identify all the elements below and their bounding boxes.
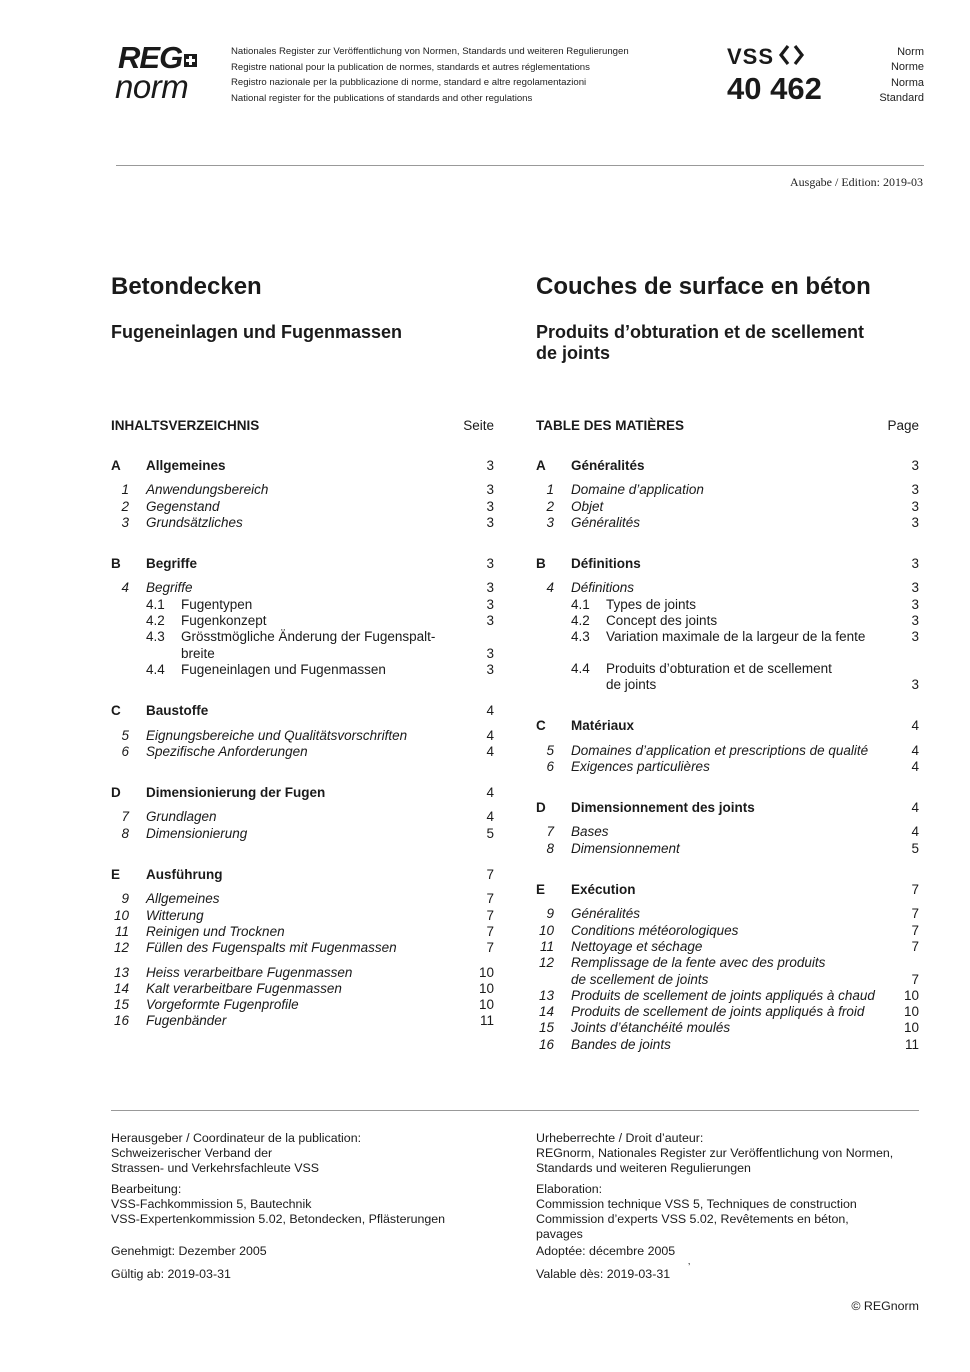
toc-row [536, 882, 919, 898]
toc-item-text: Remplissage de la fente avec des produits [571, 955, 826, 971]
toc-item-number: 15 [113, 997, 129, 1013]
toc-subitem-text: Variation maximale de la largeur de la fente [606, 629, 866, 645]
toc-row [536, 1004, 919, 1020]
toc-item-page: 7 [486, 940, 494, 956]
toc-item-text: Witterung [146, 907, 204, 923]
toc-gap [536, 775, 919, 800]
toc-row [536, 923, 919, 939]
toc-row [536, 458, 919, 474]
toc-row [536, 597, 919, 613]
toc-row [536, 718, 919, 734]
edition-label: Ausgabe / Edition: 2019-03 [790, 175, 923, 189]
toc-title-de: INHALTSVERZEICHNIS [111, 418, 260, 433]
toc-heading-de [111, 419, 494, 433]
toc-section-title: Exécution [571, 882, 636, 898]
toc-item-page: 3 [486, 580, 494, 596]
subtitle-fr [536, 322, 864, 364]
toc-section-page: 4 [486, 785, 494, 801]
toc-section-letter: A [111, 458, 121, 473]
toc-list-de [111, 458, 494, 1030]
toc-subitem-text: Concept des joints [606, 613, 718, 629]
toc-row [111, 613, 494, 629]
toc-item-number: 10 [113, 907, 129, 923]
toc-subitem-number: 4.3 [571, 629, 590, 645]
toc-item-page: 7 [911, 922, 919, 938]
toc-item-number: 3 [121, 514, 129, 530]
toc-page-label-fr: Page [887, 418, 919, 433]
toc-gap [536, 857, 919, 882]
subtitle-fr-line: Produits d’obturation et de scellement [536, 322, 865, 342]
toc-gap [536, 646, 919, 661]
copyright-label: Urheberrechte / Droit d’auteur: [536, 1131, 704, 1145]
register-line-fr: Registre national pour la publication de normes, standards et autres réglementations [231, 61, 590, 73]
toc-item-number: 13 [538, 987, 554, 1003]
toc-section-title: Dimensionnement des joints [571, 800, 755, 816]
toc-section-title: Généralités [571, 458, 645, 473]
toc-subitem-page: 3 [911, 613, 919, 629]
toc-list-fr [536, 458, 919, 1053]
toc-row [111, 515, 494, 531]
elaboration-line: Commission d’experts VSS 5.02, Revêtements en béton, [536, 1212, 849, 1227]
toc-gap [536, 898, 919, 906]
toc-row [111, 908, 494, 924]
toc-subitem-text-cont: de joints [606, 676, 657, 692]
toc-section-page: 7 [911, 882, 919, 898]
toc-gap [111, 678, 494, 703]
toc-section-page: 3 [486, 556, 494, 572]
toc-item-text: Dimensionierung [146, 825, 248, 841]
toc-row [536, 482, 919, 498]
toc-item-text: Eignungsbereiche und Qualitätsvorschriften [146, 727, 408, 743]
toc-item-text: Grundlagen [146, 809, 217, 825]
toc-section-title: Baustoffe [146, 703, 209, 719]
toc-row [536, 556, 919, 572]
toc-gap [111, 957, 494, 965]
toc-gap [111, 760, 494, 785]
toc-row [536, 759, 919, 775]
toc-item-number: 12 [113, 940, 129, 956]
toc-row [111, 458, 494, 474]
toc-section-letter: B [111, 556, 121, 572]
toc-row [111, 785, 494, 801]
toc-section-title: Begriffe [146, 556, 198, 572]
toc-item-page: 3 [911, 580, 919, 596]
toc-section-letter: C [536, 718, 546, 734]
toc-subitem-page: 3 [486, 645, 494, 661]
toc-item-text: Définitions [571, 580, 635, 596]
norm-label: Norma [890, 76, 924, 89]
title-de: Betondecken [111, 273, 262, 300]
toc-gap [536, 531, 919, 556]
toc-item-text: Heiss verarbeitbare Fugenmassen [146, 964, 353, 980]
toc-row [111, 891, 494, 907]
toc-section-title: Matériaux [571, 718, 635, 734]
publisher-line: Strassen- und Verkehrsfachleute VSS [111, 1161, 320, 1176]
toc-item-page: 5 [911, 840, 919, 856]
toc-item-number: 9 [121, 891, 129, 907]
toc-gap [111, 474, 494, 482]
toc-item-page: 10 [903, 1020, 919, 1036]
vss-logo-text: VSS [727, 44, 775, 69]
publisher-line: Schweizerischer Verband der [111, 1146, 273, 1161]
toc-subitem-text: Fugentypen [181, 596, 253, 612]
toc-item-number: 4 [121, 580, 129, 596]
toc-row [111, 597, 494, 613]
toc-item-page: 10 [478, 980, 494, 996]
toc-item-number: 1 [121, 482, 129, 498]
toc-item-number: 9 [546, 906, 554, 922]
toc-item-text: Produits de scellement de joints appliqués à chaud [571, 987, 875, 1003]
toc-page-label-de: Seite [463, 418, 494, 433]
toc-section-letter: D [111, 785, 121, 801]
toc-section-title: Ausführung [146, 867, 223, 883]
toc-row [111, 728, 494, 744]
norm-label: Norm [897, 46, 924, 58]
toc-subitem-number: 4.3 [146, 629, 165, 645]
toc-section-letter: B [536, 556, 546, 572]
toc-subitem-text: Grösstmögliche Änderung der Fugenspalt- [181, 629, 436, 645]
toc-row [111, 965, 494, 981]
toc-item-page: 10 [903, 1004, 919, 1020]
toc-row [536, 743, 919, 759]
toc-item-text: Anwendungsbereich [146, 482, 269, 498]
toc-gap [111, 572, 494, 580]
toc-section-letter: A [536, 458, 546, 473]
toc-item-page: 4 [911, 824, 919, 840]
approved-de: Genehmigt: Dezember 2005 [111, 1244, 267, 1258]
toc-subitem-number: 4.4 [571, 660, 590, 676]
toc-subitem-page: 3 [911, 629, 919, 645]
register-line-de: Nationales Register zur Veröffentlichung von Normen, Standards und weiteren Regulierungen [231, 46, 629, 57]
toc-item-number: 11 [539, 938, 554, 954]
subtitle-fr-line: de joints [536, 343, 611, 363]
toc-row [111, 997, 494, 1013]
publisher-label: Herausgeber / Coordinateur de la publication: [111, 1131, 362, 1145]
toc-gap [111, 801, 494, 809]
toc-row [111, 744, 494, 760]
tick-mark: ’ [688, 1262, 691, 1273]
editing-line: VSS-Fachkommission 5, Bautechnik [111, 1196, 312, 1211]
toc-item-page: 4 [486, 809, 494, 825]
norm-label: Standard [879, 91, 924, 104]
toc-item-text: Spezifische Anforderungen [146, 743, 308, 759]
toc-item-number: 11 [114, 923, 129, 939]
toc-gap [111, 720, 494, 728]
toc-subitem-page: 3 [486, 613, 494, 629]
toc-item-text: Gegenstand [146, 498, 220, 514]
toc-row [111, 580, 494, 596]
toc-row [536, 580, 919, 596]
toc-row [111, 499, 494, 515]
toc-gap [536, 693, 919, 718]
toc-item-number: 3 [546, 514, 554, 530]
toc-item-number: 13 [113, 964, 129, 980]
toc-item-text: Nettoyage et séchage [571, 938, 703, 954]
toc-subitem-page: 3 [486, 661, 494, 677]
toc-row [111, 482, 494, 498]
toc-subitem-text-cont: breite [181, 645, 215, 661]
toc-gap [111, 883, 494, 891]
toc-item-text-cont: de scellement de joints [571, 971, 709, 987]
elaboration-line: pavages [536, 1227, 583, 1242]
toc-section-page: 4 [486, 703, 494, 719]
toc-item-text: Allgemeines [146, 891, 220, 907]
toc-item-text: Généralités [571, 514, 641, 530]
regnorm-logo-norm: norm [115, 68, 189, 105]
toc-item-page: 7 [911, 938, 919, 954]
toc-item-page: 7 [911, 906, 919, 922]
toc-section-letter: E [111, 867, 121, 883]
toc-item-number: 10 [538, 922, 554, 938]
regnorm-logo-reg: REG [118, 42, 197, 73]
toc-row [536, 988, 919, 1004]
register-line-en: National register for the publications of standards and other regulations [231, 92, 533, 104]
toc-item-page: 3 [486, 498, 494, 514]
toc-row [111, 867, 494, 883]
toc-item-page: 3 [486, 482, 494, 498]
toc-section-title: Définitions [571, 556, 641, 572]
toc-subitem-number: 4.2 [571, 613, 590, 629]
toc-item-page: 7 [486, 891, 494, 907]
toc-subitem-page: 3 [911, 596, 919, 612]
toc-item-text: Domaine d’application [571, 482, 704, 498]
editing-line: VSS-Expertenkommission 5.02, Betondecken, Pflästerungen [111, 1212, 446, 1227]
toc-item-page: 11 [479, 1013, 494, 1029]
adopted-fr: Adoptée: décembre 2005 [536, 1244, 676, 1258]
toc-gap [111, 531, 494, 556]
toc-row [111, 646, 494, 662]
toc-row [111, 1013, 494, 1029]
toc-row [536, 1037, 919, 1053]
toc-row [536, 499, 919, 515]
toc-row [111, 556, 494, 572]
toc-row [536, 841, 919, 857]
toc-item-text: Grundsätzliches [146, 514, 243, 530]
toc-item-page: 10 [903, 987, 919, 1003]
toc-item-number: 2 [546, 498, 554, 514]
toc-item-text: Bandes de joints [571, 1036, 671, 1052]
toc-item-number: 2 [121, 498, 129, 514]
toc-row [111, 629, 494, 645]
toc-subitem-text: Fugeneinlagen und Fugenmassen [181, 661, 386, 677]
toc-row [536, 629, 919, 645]
subtitle-de: Fugeneinlagen und Fugenmassen [111, 322, 403, 342]
toc-subitem-text: Fugenkonzept [181, 613, 267, 629]
toc-gap [536, 572, 919, 580]
toc-section-page: 3 [911, 556, 919, 572]
footer-left [111, 1131, 511, 1227]
toc-item-page: 3 [911, 498, 919, 514]
toc-section-page: 4 [911, 718, 919, 734]
toc-subitem-text: Types de joints [606, 596, 697, 612]
copyright-mark: © REGnorm [851, 1299, 919, 1313]
toc-subitem-number: 4.4 [146, 661, 165, 677]
toc-gap [536, 474, 919, 482]
toc-item-page: 3 [911, 514, 919, 530]
toc-item-number: 1 [546, 482, 554, 498]
toc-item-number: 12 [538, 955, 554, 971]
valid-fr: Valable dès: 2019-03-31 [536, 1267, 671, 1281]
toc-item-text: Produits de scellement de joints appliqués à froid [571, 1004, 865, 1020]
toc-section-page: 3 [486, 458, 494, 473]
toc-row [111, 940, 494, 956]
toc-subitem-page: 3 [486, 596, 494, 612]
toc-item-text: Domaines d’application et prescriptions de qualité [571, 742, 869, 758]
toc-row [536, 955, 919, 971]
valid-de: Gültig ab: 2019-03-31 [111, 1267, 231, 1281]
toc-row [536, 515, 919, 531]
toc-heading-fr [536, 419, 919, 433]
toc-item-number: 5 [546, 742, 554, 758]
toc-item-text: Fugenbänder [146, 1013, 227, 1029]
toc-item-page: 4 [486, 743, 494, 759]
toc-item-page: 3 [911, 482, 919, 498]
title-fr: Couches de surface en béton [536, 273, 871, 300]
toc-item-number: 6 [546, 758, 554, 774]
toc-item-page: 11 [904, 1036, 919, 1052]
toc-section-letter: D [536, 800, 546, 816]
header-divider [116, 165, 924, 166]
copyright-line: REGnorm, Nationales Register zur Veröffentlichung von Normen, [536, 1146, 894, 1161]
elaboration-label: Elaboration: [536, 1181, 603, 1196]
toc-section-title: Dimensionierung der Fugen [146, 785, 326, 801]
toc-item-page: 4 [911, 742, 919, 758]
toc-item-page: 7 [486, 923, 494, 939]
toc-item-text: Begriffe [146, 580, 193, 596]
toc-item-page: 7 [486, 907, 494, 923]
toc-title-fr: TABLE DES MATIÈRES [536, 418, 685, 433]
toc-item-number: 16 [113, 1013, 129, 1029]
toc-item-text: Kalt verarbeitbare Fugenmassen [146, 980, 342, 996]
toc-row [536, 1020, 919, 1036]
norm-label: Norme [890, 61, 924, 74]
toc-subitem-page: 3 [911, 676, 919, 692]
toc-item-text: Objet [571, 498, 604, 514]
toc-item-text: Dimensionnement [571, 840, 680, 856]
toc-item-text: Füllen des Fugenspalts mit Fugenmassen [146, 940, 397, 956]
toc-item-number: 7 [121, 809, 129, 825]
toc-item-number: 7 [546, 824, 554, 840]
vss-arrows-icon [778, 44, 806, 70]
elaboration-line: Commission technique VSS 5, Techniques de construction [536, 1196, 857, 1211]
toc-item-number: 16 [538, 1036, 554, 1052]
toc-item-text: Joints d’étanchéité moulés [571, 1020, 731, 1036]
toc-item-text: Conditions météorologiques [571, 922, 739, 938]
toc-item-number: 4 [546, 580, 554, 596]
toc-gap [536, 735, 919, 743]
toc-item-number: 8 [121, 825, 129, 841]
toc-section-page: 7 [486, 867, 494, 883]
toc-row [111, 662, 494, 678]
toc-item-page: 7 [911, 971, 919, 987]
toc-item-number: 6 [121, 743, 129, 759]
swiss-cross-icon [184, 54, 197, 67]
toc-item-number: 8 [546, 840, 554, 856]
vss-logo [727, 44, 806, 70]
toc-item-number: 14 [538, 1004, 554, 1020]
toc-gap [536, 816, 919, 824]
standard-number: 40 462 [727, 71, 822, 106]
toc-row [111, 924, 494, 940]
toc-row [536, 661, 919, 677]
toc-item-number: 15 [538, 1020, 554, 1036]
toc-subitem-number: 4.1 [146, 596, 165, 612]
toc-item-text: Généralités [571, 906, 641, 922]
footer-divider [111, 1110, 919, 1111]
toc-section-title: Allgemeines [146, 458, 226, 473]
toc-item-page: 3 [486, 514, 494, 530]
toc-row [536, 906, 919, 922]
toc-item-number: 5 [121, 727, 129, 743]
footer-right [536, 1131, 926, 1242]
register-description [231, 44, 629, 106]
toc-row [536, 939, 919, 955]
toc-subitem-number: 4.2 [146, 613, 165, 629]
toc-section-page: 4 [911, 800, 919, 816]
toc-item-page: 10 [478, 964, 494, 980]
toc-row [111, 981, 494, 997]
toc-item-text: Bases [571, 824, 609, 840]
toc-item-text: Vorgeformte Fugenprofile [146, 997, 299, 1013]
toc-section-letter: E [536, 882, 546, 898]
copyright-line: Standards und weiteren Regulierungen [536, 1161, 751, 1176]
toc-section-letter: C [111, 703, 121, 719]
toc-item-text: Exigences particulières [571, 758, 710, 774]
toc-row [536, 824, 919, 840]
toc-row [111, 809, 494, 825]
toc-item-page: 5 [486, 825, 494, 841]
toc-row [536, 972, 919, 988]
toc-item-page: 4 [911, 758, 919, 774]
toc-item-number: 14 [113, 980, 129, 996]
register-line-it: Registro nazionale per la pubblicazione di norme, standard e altre regolamentazioni [231, 77, 587, 88]
toc-item-text: Reinigen und Trocknen [146, 923, 285, 939]
toc-row [536, 677, 919, 693]
toc-subitem-text: Produits d’obturation et de scellement [606, 660, 832, 676]
toc-row [536, 800, 919, 816]
toc-row [536, 613, 919, 629]
toc-item-page: 4 [486, 727, 494, 743]
toc-row [111, 703, 494, 719]
toc-row [111, 826, 494, 842]
editing-label: Bearbeitung: [111, 1181, 182, 1196]
norm-labels [879, 45, 924, 106]
toc-item-page: 10 [478, 997, 494, 1013]
toc-section-page: 3 [911, 458, 919, 473]
toc-subitem-number: 4.1 [571, 596, 590, 612]
toc-gap [111, 842, 494, 867]
